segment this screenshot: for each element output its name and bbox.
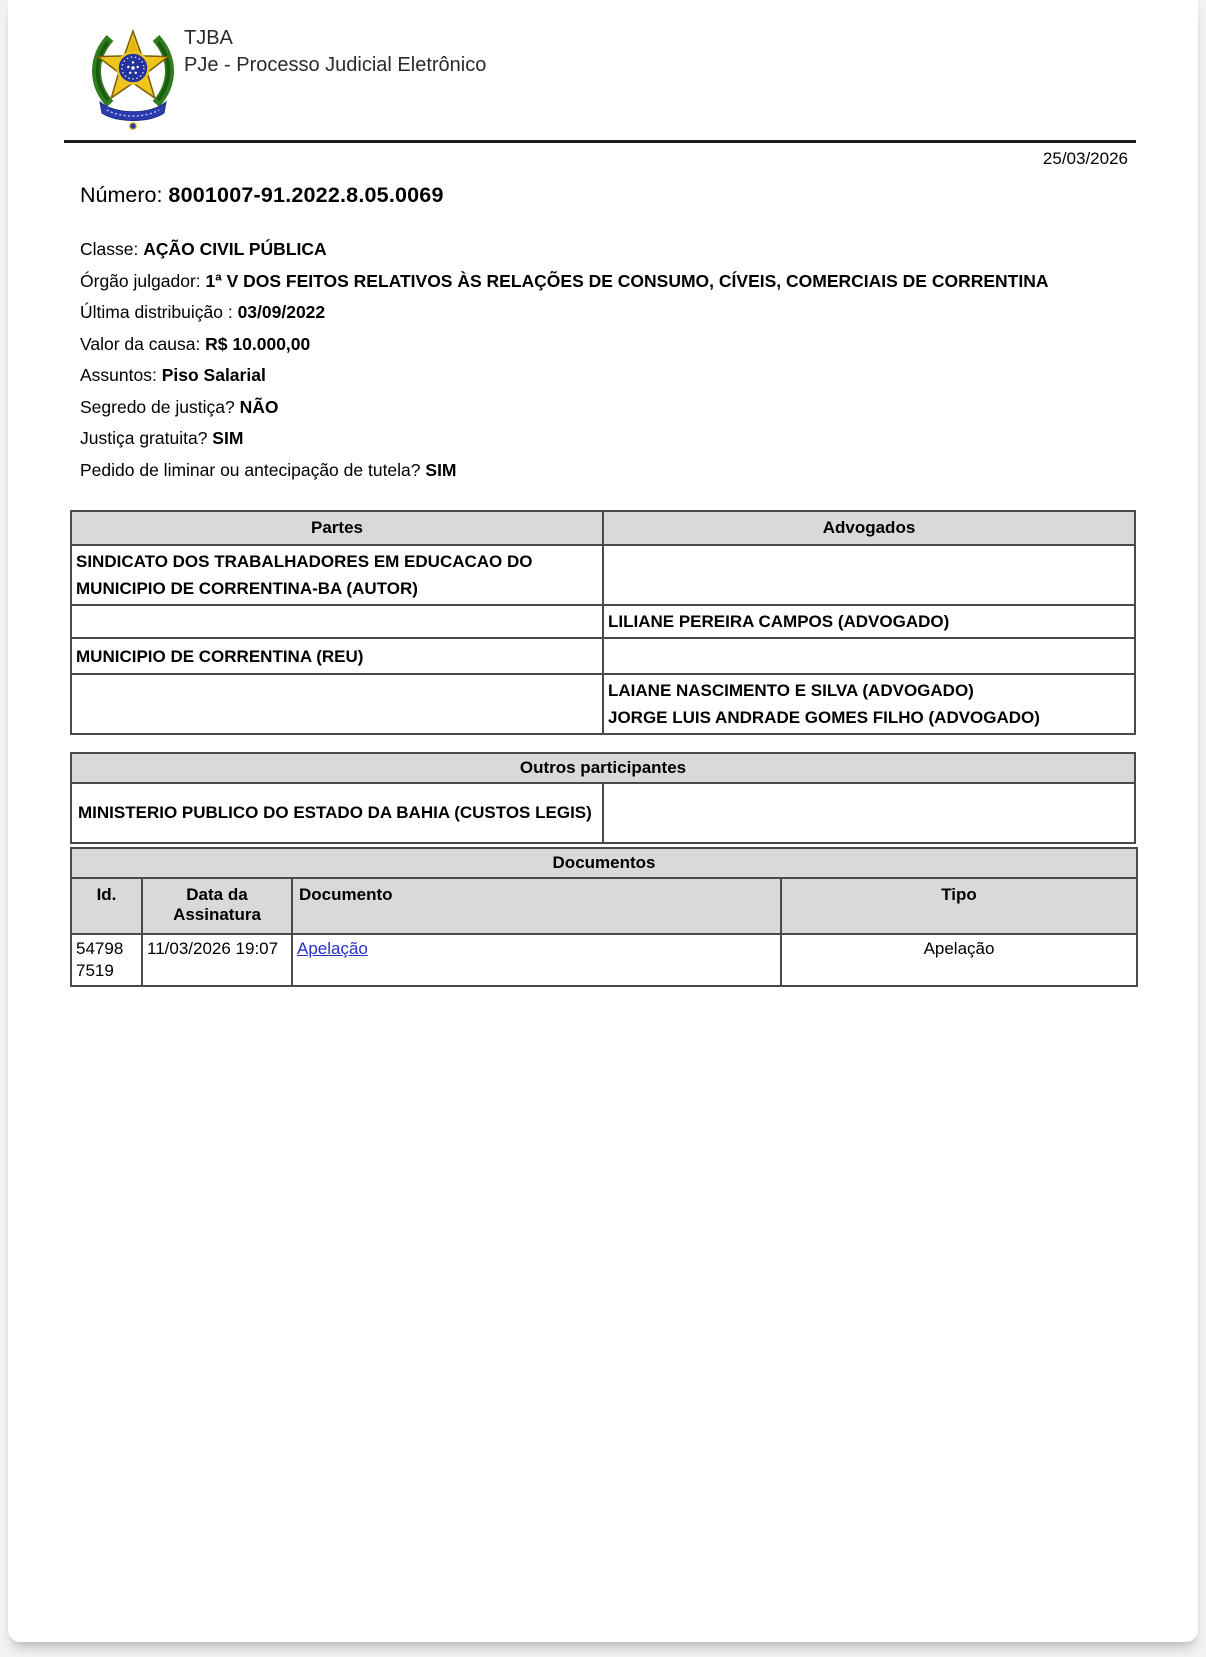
col-header-tipo: Tipo <box>781 878 1137 934</box>
document-signature-date: 11/03/2026 19:07 <box>142 934 292 986</box>
partes-header: Partes <box>71 511 603 545</box>
participante-cell: MINISTERIO PUBLICO DO ESTADO DA BAHIA (CUSTOS LEGIS) <box>71 783 603 843</box>
col-header-documento: Documento <box>292 878 781 934</box>
table-row <box>71 783 1135 843</box>
page-header <box>64 0 1136 143</box>
document-cell <box>292 934 781 986</box>
documentos-header: Documentos <box>71 848 1137 878</box>
detail-classe: Classe: AÇÃO CIVIL PÚBLICA <box>80 239 327 259</box>
advogados-header: Advogados <box>603 511 1135 545</box>
partes-table <box>70 510 1136 735</box>
advogado-line: JORGE LUIS ANDRADE GOMES FILHO (ADVOGADO) <box>608 708 1040 727</box>
col-header-data-assinatura: Data da Assinatura <box>142 878 292 934</box>
detail-pedido-liminar: Pedido de liminar ou antecipação de tutela? SIM <box>80 459 457 480</box>
parte-reu-cell: MUNICIPIO DE CORRENTINA (REU) <box>71 638 603 674</box>
table-row <box>71 674 1135 734</box>
print-date: 25/03/2026 <box>1042 149 1128 168</box>
table-row <box>71 545 1135 605</box>
table-row <box>71 605 1135 638</box>
parte-autor-cell: SINDICATO DOS TRABALHADORES EM EDUCACAO DO MUNICIPIO DE CORRENTINA-BA (AUTOR) <box>71 545 603 605</box>
process-number-label: Número: <box>80 183 169 207</box>
detail-ultima-distribuicao: Última distribuição : 03/09/2022 <box>80 302 326 322</box>
documentos-table <box>70 847 1138 987</box>
empty-cell <box>71 674 603 734</box>
document-page <box>8 0 1198 1642</box>
empty-cell <box>71 605 603 638</box>
empty-cell <box>603 783 1135 843</box>
detail-segredo-justica: Segredo de justiça? NÃO <box>80 396 279 417</box>
document-id: 547987519 <box>71 934 142 986</box>
document-type: Apelação <box>781 934 1137 986</box>
detail-assuntos: Assuntos: Piso Salarial <box>80 365 266 385</box>
outros-participantes-header: Outros participantes <box>71 753 1135 783</box>
detail-justica-gratuita: Justiça gratuita? SIM <box>80 428 244 448</box>
advogados-cell <box>603 674 1135 734</box>
brasao-republica-icon <box>90 26 176 133</box>
document-link[interactable]: Apelação <box>297 939 368 958</box>
court-acronym: TJBA <box>184 27 233 49</box>
process-number-value: 8001007-91.2022.8.05.0069 <box>168 183 444 207</box>
outros-participantes-table <box>70 752 1136 844</box>
empty-cell <box>603 638 1135 674</box>
detail-valor-causa: Valor da causa: R$ 10.000,00 <box>80 333 311 354</box>
detail-orgao-julgador: Órgão julgador: 1ª V DOS FEITOS RELATIVOS ÀS RELAÇÕES DE CONSUMO, CÍVEIS, COMERCIAIS DE CORRENTINA <box>80 270 1049 291</box>
empty-cell <box>603 545 1135 605</box>
table-row <box>71 638 1135 674</box>
advogado-cell: LILIANE PEREIRA CAMPOS (ADVOGADO) <box>603 605 1135 638</box>
process-number-line <box>80 182 1198 208</box>
table-row <box>71 934 1137 986</box>
advogado-line: LAIANE NASCIMENTO E SILVA (ADVOGADO) <box>608 681 974 700</box>
process-details <box>80 234 1130 486</box>
system-name: PJe - Processo Judicial Eletrônico <box>184 54 487 76</box>
col-header-id: Id. <box>71 878 142 934</box>
